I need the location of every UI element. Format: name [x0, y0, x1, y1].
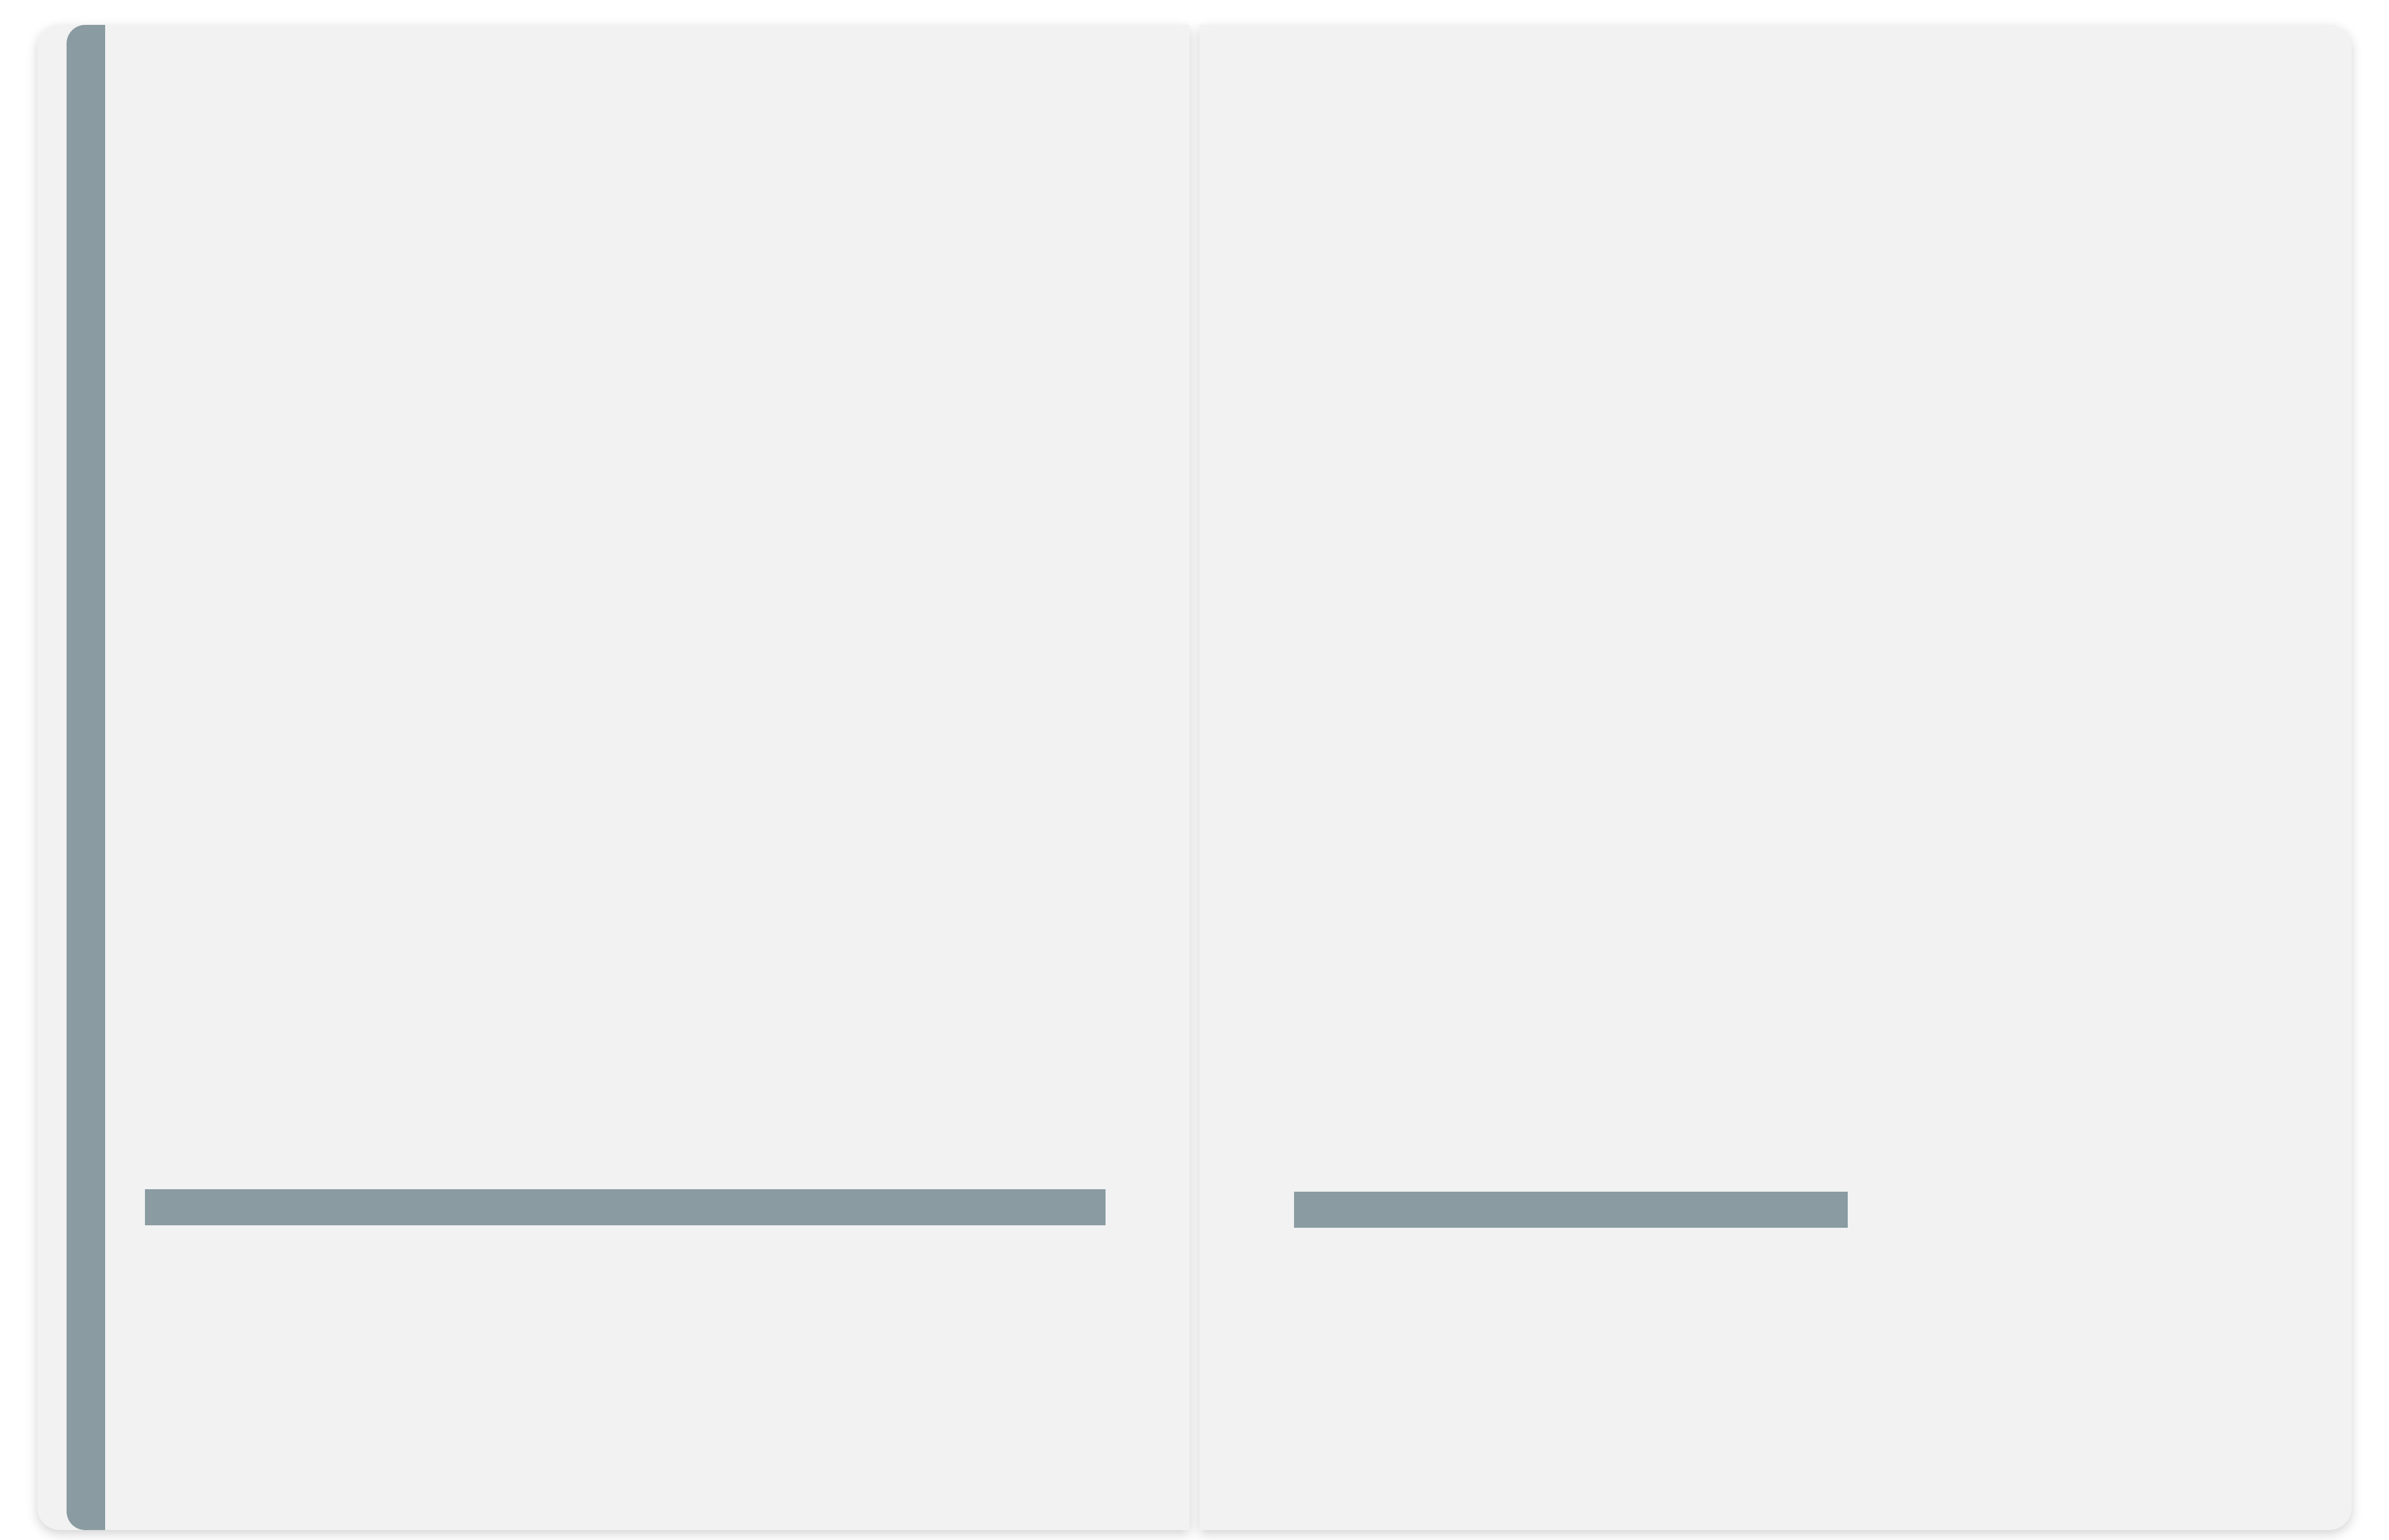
- activities-banner: [145, 1189, 1106, 1225]
- todo-banner: [1294, 1192, 1848, 1228]
